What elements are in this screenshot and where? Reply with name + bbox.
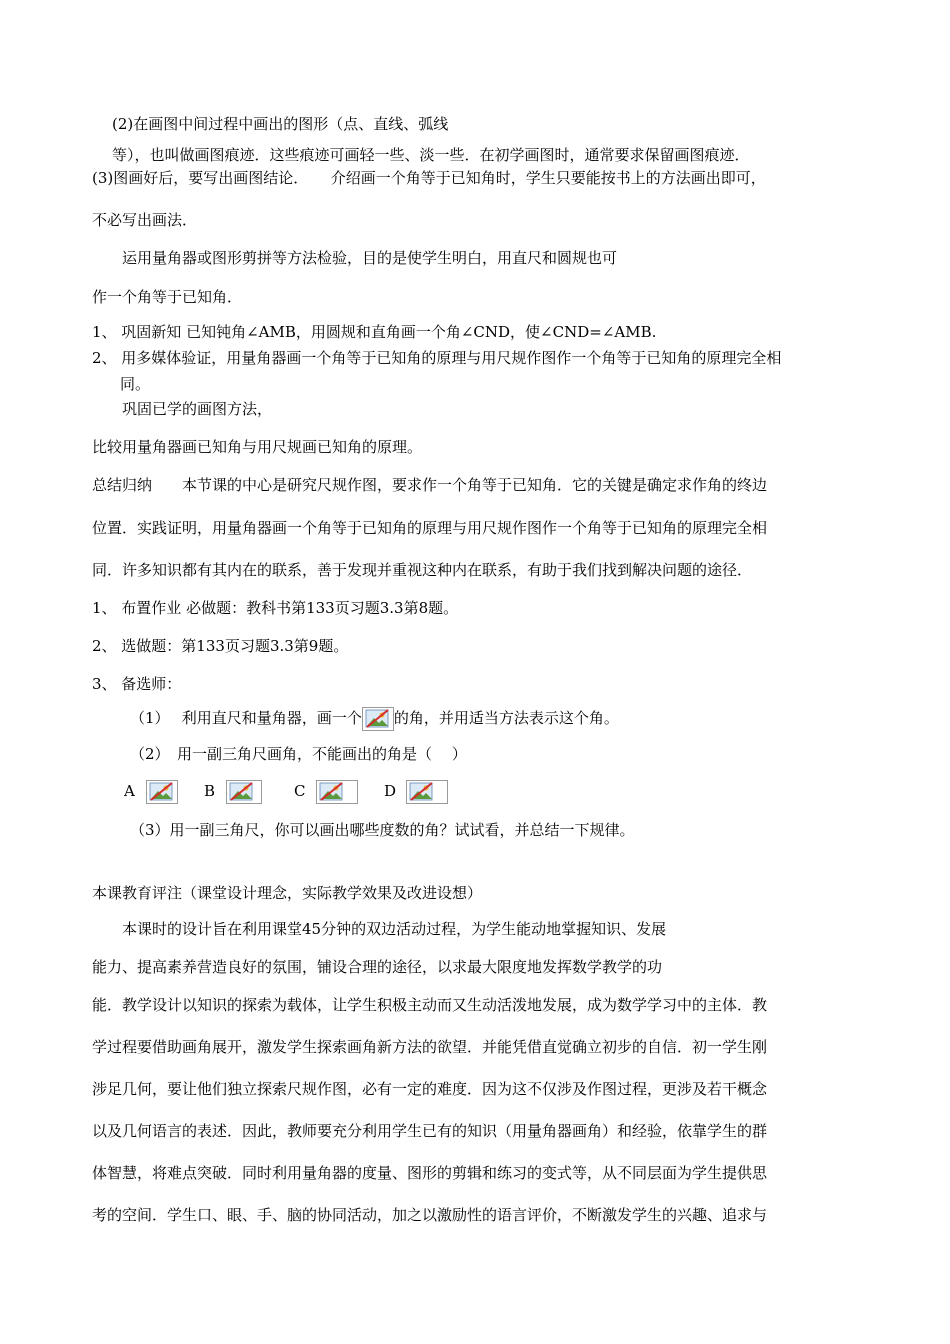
text-line: 作一个角等于已知角． bbox=[92, 288, 243, 306]
text-line: 能．教学设计以知识的探索为载体，让学生积极主动而又生动活泼地发展，成为数学学习中的主体．教 bbox=[92, 996, 768, 1014]
text-line: 1、 巩固新知 已知钝角∠AMB，用圆规和直角画一个角∠CND，使∠CND=∠AMB. bbox=[92, 323, 657, 341]
text-line: 考的空间．学生口、眼、手、脑的协同活动，加之以激励性的语言评价，不断激发学生的兴趣、追求与 bbox=[92, 1206, 768, 1224]
text-line: 学过程要借助画角展开，激发学生探索画角新方法的欲望．并能凭借直觉确立初步的自信．初一学生刚 bbox=[92, 1038, 768, 1056]
question-2: （2） 用一副三角尺画角，不能画出的角是（ ） bbox=[130, 745, 467, 763]
broken-image-icon bbox=[362, 707, 394, 731]
option-label: B bbox=[204, 782, 216, 800]
option-label: A bbox=[124, 782, 135, 800]
text-line: 同．许多知识都有其内在的联系，善于发现并重视这种内在联系，有助于我们找到解决问题的途径． bbox=[92, 561, 753, 579]
option-a bbox=[124, 779, 178, 804]
option-d bbox=[384, 779, 448, 804]
text-line: 同。 bbox=[120, 375, 151, 393]
text-line: 巩固已学的画图方法， bbox=[122, 400, 273, 418]
text-line: 能力、提高素养营造良好的氛围，铺设合理的途径，以求最大限度地发挥数学教学的功 bbox=[92, 958, 663, 976]
question-1-before: （1） 利用直尺和量角器，画一个 bbox=[130, 709, 362, 727]
option-label: D bbox=[384, 782, 397, 800]
text-line: 3、 备选师： bbox=[92, 675, 182, 693]
text-line: 2、 用多媒体验证，用量角器画一个角等于已知角的原理与用尺规作图作一个角等于已知角的原理完全相 bbox=[92, 349, 782, 367]
text-line: 涉足几何，要让他们独立探索尺规作图，必有一定的难度．因为这不仅涉及作图过程，更涉及若干概念 bbox=[92, 1080, 768, 1098]
text-line: 位置．实践证明，用量角器画一个角等于已知角的原理与用尺规作图作一个角等于已知角的原理完全相 bbox=[92, 519, 768, 537]
broken-image-icon bbox=[406, 780, 448, 804]
text-line: 本课时的设计旨在利用课堂45分钟的双边活动过程，为学生能动地掌握知识、发展 bbox=[122, 920, 667, 938]
text-line: 体智慧，将难点突破．同时利用量角器的度量、图形的剪辑和练习的变式等，从不同层面为学生提供思 bbox=[92, 1164, 768, 1182]
review-heading: 本课教育评注（课堂设计理念，实际教学效果及改进设想） bbox=[92, 884, 483, 902]
broken-image-icon bbox=[226, 780, 262, 804]
option-b bbox=[204, 779, 262, 804]
text-line: 等），也叫做画图痕迹．这些痕迹可画轻一些、淡一些．在初学画图时，通常要求保留画图痕迹． bbox=[112, 146, 750, 164]
text-line: 不必写出画法． bbox=[92, 211, 198, 229]
text-line: (2)在画图中间过程中画出的图形（点、直线、弧线 bbox=[112, 115, 449, 133]
text-line: 运用量角器或图形剪拼等方法检验，目的是使学生明白，用直尺和圆规也可 bbox=[122, 249, 618, 267]
text-line: 1、 布置作业 必做题：教科书第133页习题3.3第8题。 bbox=[92, 599, 459, 617]
option-label: C bbox=[294, 782, 306, 800]
text-line: 以及几何语言的表述．因此，教师要充分利用学生已有的知识（用量角器画角）和经验，依靠学生的群 bbox=[92, 1122, 768, 1140]
broken-image-icon bbox=[316, 780, 358, 804]
question-3: （3）用一副三角尺，你可以画出哪些度数的角？试试看，并总结一下规律。 bbox=[130, 821, 635, 839]
option-c bbox=[294, 779, 358, 804]
text-line: (3)图画好后，要写出画图结论． 介绍画一个角等于已知角时，学生只要能按书上的方法画出即可， bbox=[92, 169, 766, 187]
question-1 bbox=[130, 706, 619, 731]
question-1-after: 的角，并用适当方法表示这个角。 bbox=[393, 709, 619, 727]
text-line: 总结归纳 本节课的中心是研究尺规作图，要求作一个角等于已知角．它的关键是确定求作角的终边 bbox=[92, 476, 768, 494]
text-line: 比较用量角器画已知角与用尺规画已知角的原理。 bbox=[92, 438, 423, 456]
text-line: 2、 选做题：第133页习题3.3第9题。 bbox=[92, 637, 349, 655]
broken-image-icon bbox=[146, 780, 178, 804]
